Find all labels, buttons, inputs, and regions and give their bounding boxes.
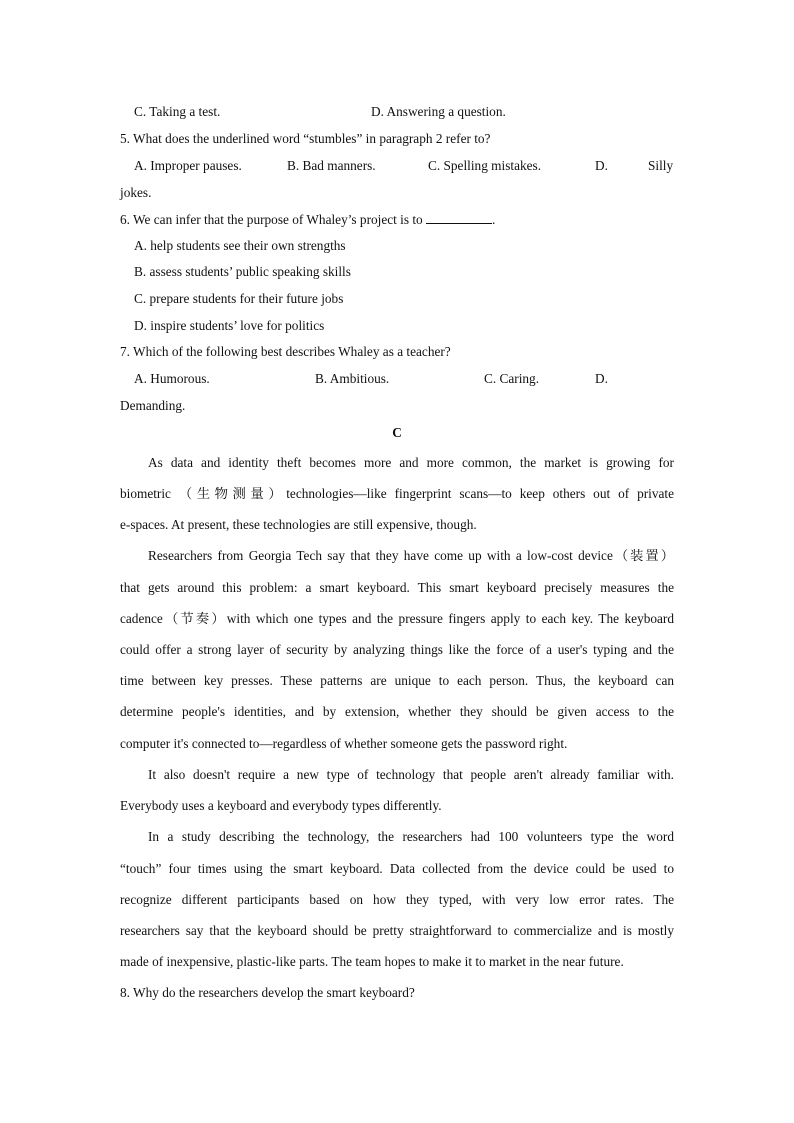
passage-line: Everybody uses a keyboard and everybody types differently. xyxy=(120,798,442,813)
passage-line: In a study describing the technology, the researchers had 100 volunteers type the word xyxy=(148,829,674,844)
q6-option-a: A. help students see their own strengths xyxy=(134,238,346,253)
passage-line: “touch” four times using the smart keyboard. Data collected from the device could be used to xyxy=(120,861,674,876)
q7-stem: 7. Which of the following best describes Whaley as a teacher? xyxy=(120,344,451,359)
q8-stem: 8. Why do the researchers develop the smart keyboard? xyxy=(120,985,415,1000)
q6-option-b: B. assess students’ public speaking skills xyxy=(134,264,351,279)
q5-option-d-label: D. xyxy=(595,158,608,173)
q6-option-c: C. prepare students for their future jobs xyxy=(134,291,344,306)
q7-option-c: C. Caring. xyxy=(484,371,540,386)
q5-option-c: C. Spelling mistakes. xyxy=(428,158,542,173)
passage-line: could offer a strong layer of security by analyzing things like the force of a user's typing and the xyxy=(120,642,674,657)
passage-line: made of inexpensive, plastic-like parts. The team hopes to make it to market in the near future. xyxy=(120,954,624,969)
q6-stem xyxy=(120,211,495,228)
passage-line: that gets around this problem: a smart keyboard. This smart keyboard precisely measures the xyxy=(120,580,674,595)
passage-line: It also doesn't require a new type of technology that people aren't already familiar with. xyxy=(148,767,674,782)
q7-option-d-label: D. xyxy=(595,371,608,386)
q6-option-d: D. inspire students’ love for politics xyxy=(134,318,325,333)
q7-option-a: A. Humorous. xyxy=(134,371,210,386)
passage-line: Researchers from Georgia Tech say that they have come up with a low-cost device（装置） xyxy=(148,548,674,563)
q5-option-a: A. Improper pauses. xyxy=(134,158,242,173)
passage-line: computer it's connected to—regardless of whether someone gets the password right. xyxy=(120,736,568,751)
passage-line: biometric （生物测量）technologies—like fingerprint scans—to keep others out of private xyxy=(120,486,674,501)
q6-stem-end: . xyxy=(492,212,496,227)
q5-option-d-text: Silly xyxy=(648,158,674,173)
q7-option-b: B. Ambitious. xyxy=(315,371,390,386)
answer-blank xyxy=(426,211,492,224)
passage-line: e-spaces. At present, these technologies are still expensive, though. xyxy=(120,517,477,532)
q6-stem-text: 6. We can infer that the purpose of Whaley’s project is to xyxy=(120,212,423,227)
passage-line: cadence（节奏）with which one types and the pressure fingers apply to each key. The keyboard xyxy=(120,611,674,626)
section-heading: C xyxy=(392,425,402,440)
q7-option-d-text: Demanding. xyxy=(120,398,186,413)
passage-line: time between key presses. These patterns are unique to each person. Thus, the keyboard can xyxy=(120,673,674,688)
passage-line: researchers say that the keyboard should be pretty straightforward to commercialize and is mostly xyxy=(120,923,674,938)
q5-option-d-text-cont: jokes. xyxy=(120,185,152,200)
q4-option-c: C. Taking a test. xyxy=(134,104,221,119)
passage-line: determine people's identities, and by extension, whether they should be given access to the xyxy=(120,704,674,719)
q4-option-d: D. Answering a question. xyxy=(371,104,506,119)
q5-option-b: B. Bad manners. xyxy=(287,158,376,173)
passage-line: As data and identity theft becomes more and more common, the market is growing for xyxy=(148,455,674,470)
passage-line: recognize different participants based on how they typed, with very low error rates. The xyxy=(120,892,674,907)
q5-stem: 5. What does the underlined word “stumbles” in paragraph 2 refer to? xyxy=(120,131,491,146)
